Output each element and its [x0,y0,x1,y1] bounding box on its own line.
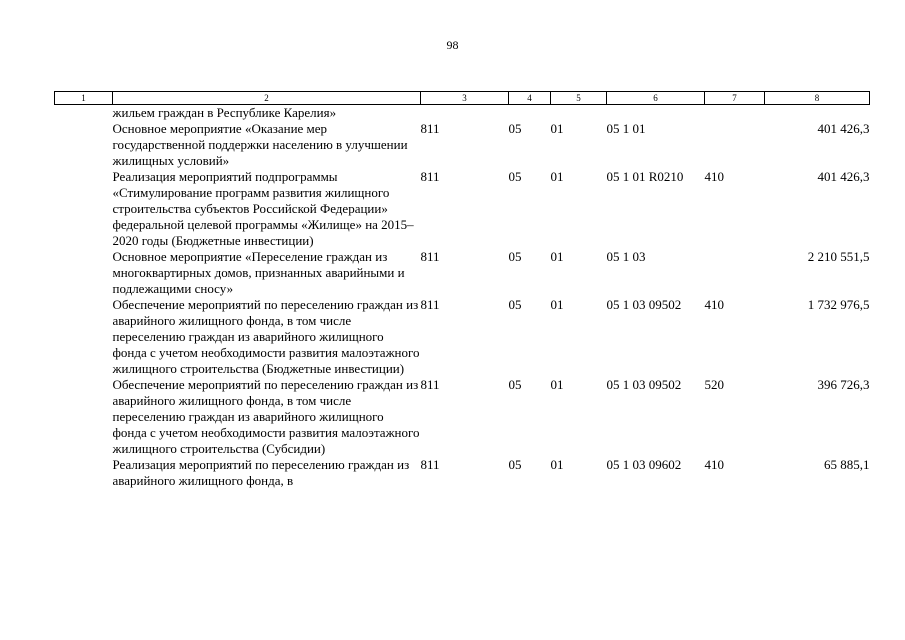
type-cell: 520 [704,377,724,392]
table-row [55,377,870,457]
table-row [55,169,870,249]
amount-cell: 65 885,1 [824,457,870,472]
name-cell: жильем граждан в Республике Карелия» [112,105,337,120]
section-cell: 05 [508,457,522,472]
type-cell: 410 [704,297,724,312]
table-row [55,297,870,377]
amount-cell: 401 426,3 [817,121,870,136]
admin-cell: 811 [420,121,440,136]
type-cell [705,249,765,297]
column-header: 8 [765,92,870,105]
subsection-cell: 01 [550,121,564,136]
name-cell: Обеспечение мероприятий по переселению граждан из аварийного жилищного фонда, в том числе переселению граждан из аварийного жилищного фонда с учетом необходимости развития малоэтажного жилищного строительства (Субсидии) [112,377,420,456]
subsection-cell [551,105,607,122]
column-header: 7 [705,92,765,105]
target-cell: 05 1 03 09502 [606,297,682,312]
name-cell: Основное мероприятие «Переселение граждан из многоквартирных домов, признанных аварийными и подлежащими сносу» [112,249,405,296]
column-header: 5 [551,92,607,105]
target-cell: 05 1 01 [606,121,646,136]
section-cell: 05 [508,121,522,136]
name-cell: Обеспечение мероприятий по переселению граждан из аварийного жилищного фонда, в том числе переселению граждан из аварийного жилищного фонда с учетом необходимости развития малоэтажного жилищного строительства (Бюджетные инвестиции) [112,297,420,376]
admin-cell: 811 [420,377,440,392]
page-number: 98 [446,38,459,52]
subsection-cell: 01 [550,457,564,472]
target-cell: 05 1 03 09602 [606,457,682,472]
amount-cell: 1 732 976,5 [807,297,870,312]
table-row [55,105,870,122]
subsection-cell: 01 [550,297,564,312]
section-cell: 05 [508,249,522,264]
target-cell: 05 1 03 [606,249,646,264]
column-header: 3 [421,92,509,105]
row-number-cell [55,169,113,249]
subsection-cell: 01 [550,377,564,392]
row-number-cell [55,121,113,169]
amount-cell: 2 210 551,5 [807,249,870,264]
admin-cell: 811 [420,297,440,312]
type-cell [705,105,765,122]
type-cell [705,121,765,169]
type-cell: 410 [704,457,724,472]
column-header: 6 [607,92,705,105]
admin-cell: 811 [420,457,440,472]
target-cell: 05 1 03 09502 [606,377,682,392]
budget-table [54,91,870,489]
section-cell: 05 [508,297,522,312]
row-number-cell [55,249,113,297]
table-header-row [55,92,870,105]
name-cell: Реализация мероприятий подпрограммы «Стимулирование программ развития жилищного строительства субъектов Российской Федерации» федеральной целевой программы «Жилище» на 2015–2020 годы (Бюджетные инвестиции) [112,169,414,248]
table-row [55,249,870,297]
section-cell [509,105,551,122]
section-cell: 05 [508,169,522,184]
name-cell: Основное мероприятие «Оказание мер государственной поддержки населению в улучшении жилищных условий» [112,121,408,168]
row-number-cell [55,457,113,489]
subsection-cell: 01 [550,169,564,184]
admin-cell [421,105,509,122]
section-cell: 05 [508,377,522,392]
table-row [55,121,870,169]
subsection-cell: 01 [550,249,564,264]
column-header: 4 [509,92,551,105]
admin-cell: 811 [420,249,440,264]
amount-cell: 396 726,3 [817,377,870,392]
row-number-cell [55,377,113,457]
admin-cell: 811 [420,169,440,184]
type-cell: 410 [704,169,724,184]
name-cell: Реализация мероприятий по переселению граждан из аварийного жилищного фонда, в [112,457,410,488]
column-header: 1 [55,92,113,105]
amount-cell: 401 426,3 [817,169,870,184]
target-cell: 05 1 01 R0210 [606,169,684,184]
amount-cell [765,105,870,122]
table-row [55,457,870,489]
row-number-cell [55,105,113,122]
target-cell [607,105,705,122]
column-header: 2 [113,92,421,105]
row-number-cell [55,297,113,377]
